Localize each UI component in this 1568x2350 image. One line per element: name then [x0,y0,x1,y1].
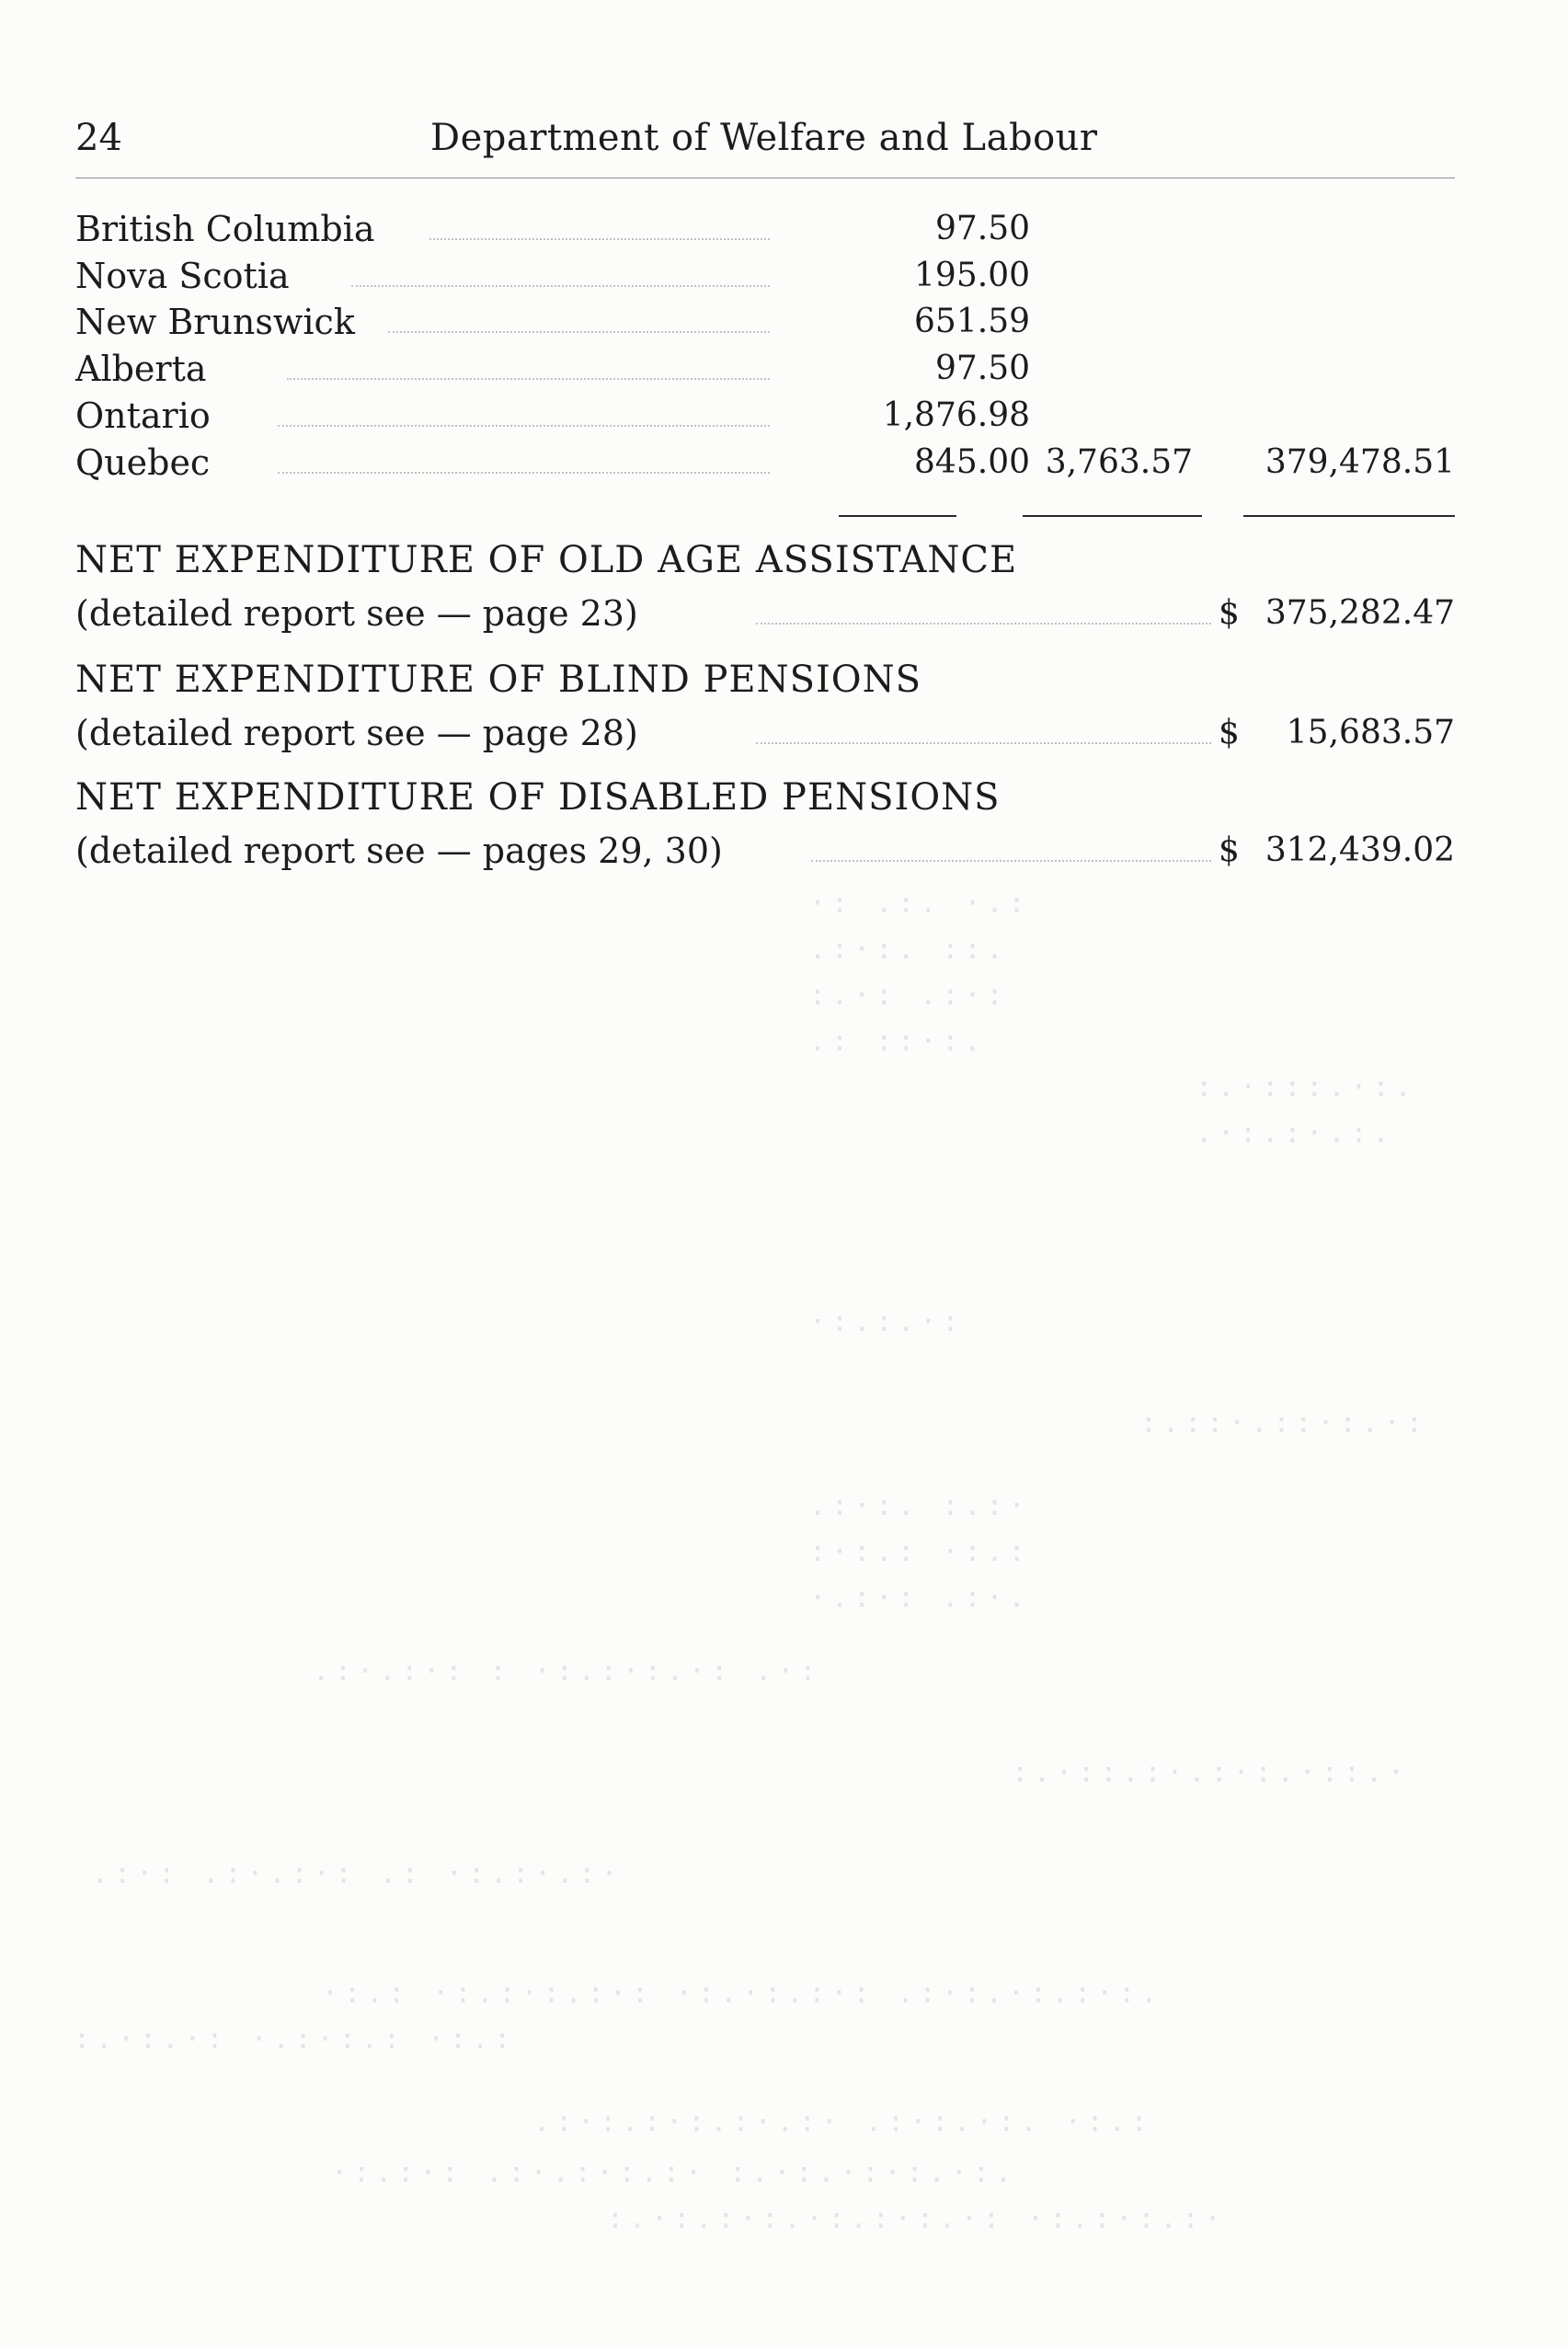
province-subtotal: 3,763.57 [1045,443,1193,481]
dot-leader [388,331,770,333]
bleed-through-mark: ·:.:.·: [809,1306,965,1338]
province-row-ontario [75,394,1455,438]
bleed-through-mark: .:·:.:·:.:·.:· .:·:.·:. ·:.: [533,2106,1153,2138]
province-row-british-columbia [75,207,1455,251]
bleed-through-mark: .:·: .:·.:·: .: ·:.:·.:· [92,1858,624,1890]
province-row-new-brunswick [75,300,1455,344]
province-amount: 97.50 [934,210,1030,247]
bleed-through-mark: :.·:::.·:. [1196,1072,1417,1104]
dot-leader [756,623,1211,625]
province-row-quebec [75,441,1455,485]
province-amount: 651.59 [914,303,1030,340]
page-number: 24 [75,117,122,159]
province-name: Nova Scotia [75,256,290,296]
province-amount: 195.00 [914,257,1030,294]
province-amount: 845.00 [914,443,1030,481]
province-name: British Columbia [75,209,375,249]
running-head: Department of Welfare and Labour [430,117,1098,159]
total-rule-col3 [1243,515,1455,517]
currency-symbol: $ [1219,714,1240,751]
bleed-through-mark: .: ::·:. [809,1026,987,1058]
bleed-through-mark: :.·:.:·:.·:.:·:.·: ·:.:·:.:· [607,2203,1227,2235]
province-name: Ontario [75,395,211,436]
province-name: Alberta [75,349,207,389]
province-name: New Brunswick [75,302,355,342]
currency-symbol: $ [1219,831,1240,869]
province-row-alberta [75,347,1455,391]
bleed-through-mark: :.·:.·: ·.:·:.: ·:.: [74,2023,517,2056]
dot-leader [287,378,770,380]
bleed-through-mark: .:·:. ::. [809,934,1009,966]
dot-leader [351,285,770,287]
bleed-through-mark: .:·.:·: : ·:.:·:.·: .·: [313,1656,822,1688]
total-rule-col1 [839,515,956,517]
section-amount: 15,683.57 [1286,714,1455,751]
bleed-through-mark: .:·:. :.:· [809,1490,1031,1522]
province-name: Quebec [75,442,211,483]
dot-leader [429,238,770,240]
detail-reference: (detailed report see — page 28) [75,713,638,753]
detail-reference: (detailed report see — page 23) [75,593,638,634]
section-detail-row [75,591,1455,636]
section-amount: 375,282.47 [1265,594,1455,632]
bleed-through-mark: ·: .:. ·.: [809,888,1031,920]
bleed-through-mark: ·:.: ·:.:·:.:·: ·:.·:.:·: .:·:.·:.:·:. [322,1977,1163,2010]
section-amount: 312,439.02 [1265,831,1455,869]
grand-total: 379,478.51 [1265,443,1455,481]
section-detail-row [75,711,1455,755]
section-heading: NET EXPENDITURE OF DISABLED PENSIONS [75,776,1001,819]
bleed-through-mark: .·:.:·.:. [1196,1118,1395,1150]
dot-leader [811,860,1211,862]
bleed-through-mark: :.::·.::·:.·: [1140,1407,1428,1439]
dot-leader [756,742,1211,744]
section-heading: NET EXPENDITURE OF OLD AGE ASSISTANCE [75,539,1018,581]
bleed-through-mark: :.·: .:·: [809,980,1009,1012]
section-heading: NET EXPENDITURE OF BLIND PENSIONS [75,659,921,701]
province-row-nova-scotia [75,254,1455,298]
section-old-age-assistance [75,538,1455,636]
detail-reference: (detailed report see — pages 29, 30) [75,831,723,871]
section-blind-pensions [75,658,1455,755]
bleed-through-mark: :.·::.:·.:·:.·::.· [1012,1757,1411,1789]
province-amount: 97.50 [934,350,1030,387]
section-disabled-pensions [75,775,1455,873]
dot-leader [278,472,770,474]
section-detail-row [75,829,1455,873]
currency-symbol: $ [1219,594,1240,632]
dot-leader [278,425,770,427]
bleed-through-mark: ·.:·: .:·. [809,1582,1031,1614]
bleed-through-mark: ·:.:·: .:·.:·:.:· :.·:.·:·:.·:. [331,2157,1017,2189]
total-rule-col2 [1023,515,1202,517]
bleed-through-mark: :·:.: ·:.: [809,1536,1031,1568]
province-amount: 1,876.98 [882,396,1030,434]
